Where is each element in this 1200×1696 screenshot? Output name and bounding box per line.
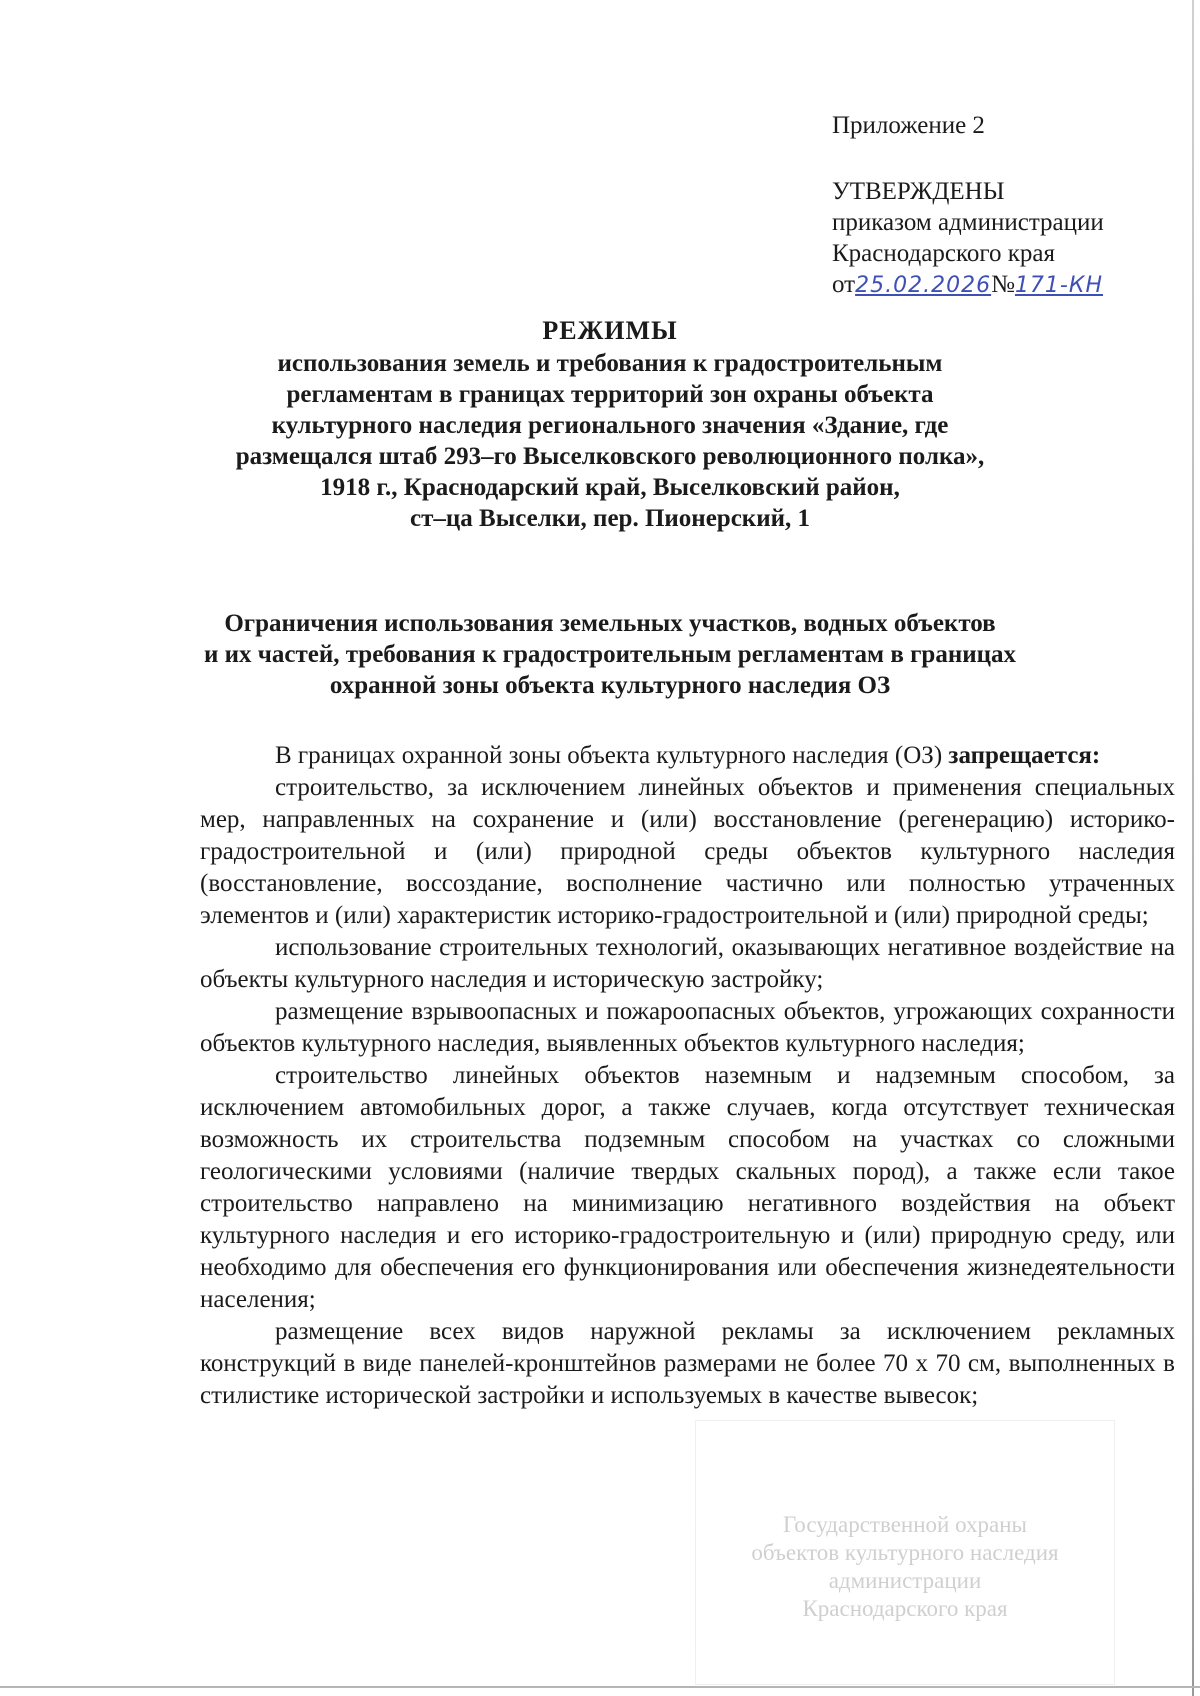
title-line: использования земель и требования к градостроительным (277, 350, 943, 377)
order-date-number-line (832, 269, 1172, 301)
section-heading-line: охранной зоны объекта культурного наследия ОЗ (329, 672, 891, 699)
document-title (200, 315, 1020, 534)
section-heading (200, 608, 1020, 701)
handwritten-date: 25.02.2026 (855, 273, 992, 298)
title-line: ст–ца Выселки, пер. Пионерский, 1 (409, 505, 811, 532)
order-line-2: Краснодарского края (832, 240, 1055, 267)
stamp-line: Краснодарского края (802, 1596, 1008, 1621)
handwritten-number: 171-КН (1014, 273, 1104, 298)
appendix-label: Приложение 2 (832, 112, 985, 139)
restriction-item: размещение всех видов наружной рекламы за исключением рекламных конструкций в виде панелей-кронштейнов размерами не более 70 х 70 см, выполненных в стилистике исторической застройки и используемых в качестве вывесок; (200, 1318, 1175, 1409)
section-heading-line: Ограничения использования земельных участков, водных объектов (224, 610, 996, 637)
restriction-item: строительство, за исключением линейных объектов и применения специальных мер, направленных на сохранение и (или) восстановление (регенерацию) историко-градостроительной и (или) природной среды объектов культурного наследия (восстановление, воссоздание, восполнение частично или полностью утраченных элементов и (или) характеристик историко-градостроительной и (или) природной среды; (200, 774, 1175, 929)
page-edge-right (1192, 0, 1194, 1696)
faded-stamp (695, 1420, 1115, 1685)
stamp-line: объектов культурного наследия (751, 1540, 1059, 1565)
intro-text: В границах охранной зоны объекта культурного наследия (ОЗ) (275, 742, 943, 769)
title-line: регламентам в границах территорий зон охраны объекта (286, 381, 934, 408)
number-sign: № (991, 271, 1015, 298)
restriction-item: использование строительных технологий, оказывающих негативное воздействие на объекты культурного наследия и историческую застройку; (200, 934, 1175, 993)
approved-label: УТВЕРЖДЕНЫ (832, 178, 1005, 205)
intro-bold: запрещается: (948, 742, 1101, 769)
stamp-line: администрации (828, 1568, 982, 1593)
title-main: РЕЖИМЫ (542, 316, 678, 345)
approval-header (832, 110, 1172, 301)
stamp-line: Государственной охраны (783, 1512, 1027, 1537)
title-line: размещался штаб 293–го Выселковского революционного полка», (235, 443, 985, 470)
section-heading-line: и их частей, требования к градостроительным регламентам в границах (203, 641, 1017, 668)
title-line: культурного наследия регионального значения «Здание, где (271, 412, 949, 439)
title-line: 1918 г., Краснодарский край, Выселковский район, (320, 474, 900, 501)
restriction-item: размещение взрывоопасных и пожароопасных объектов, угрожающих сохранности объектов культурного наследия, выявленных объектов культурного наследия; (200, 998, 1175, 1057)
body-text (200, 740, 1175, 1412)
order-line-1: приказом администрации (832, 209, 1104, 236)
restriction-item: строительство линейных объектов наземным и надземным способом, за исключением автомобильных дорог, а также случаев, когда отсутствует техническая возможность их строительства подземным способом на участках со сложными геологическими условиями (наличие твердых скальных пород), а также если такое строительство направлено на минимизацию негативного воздействия на объект культурного наследия и его историко-градостроительную и (или) природную среду, или необходимо для обеспечения его функционирования или обеспечения жизнедеятельности населения; (200, 1062, 1175, 1313)
page-edge-bottom (0, 1686, 1200, 1688)
from-prefix: от (832, 271, 856, 298)
intro-paragraph (200, 740, 1175, 772)
